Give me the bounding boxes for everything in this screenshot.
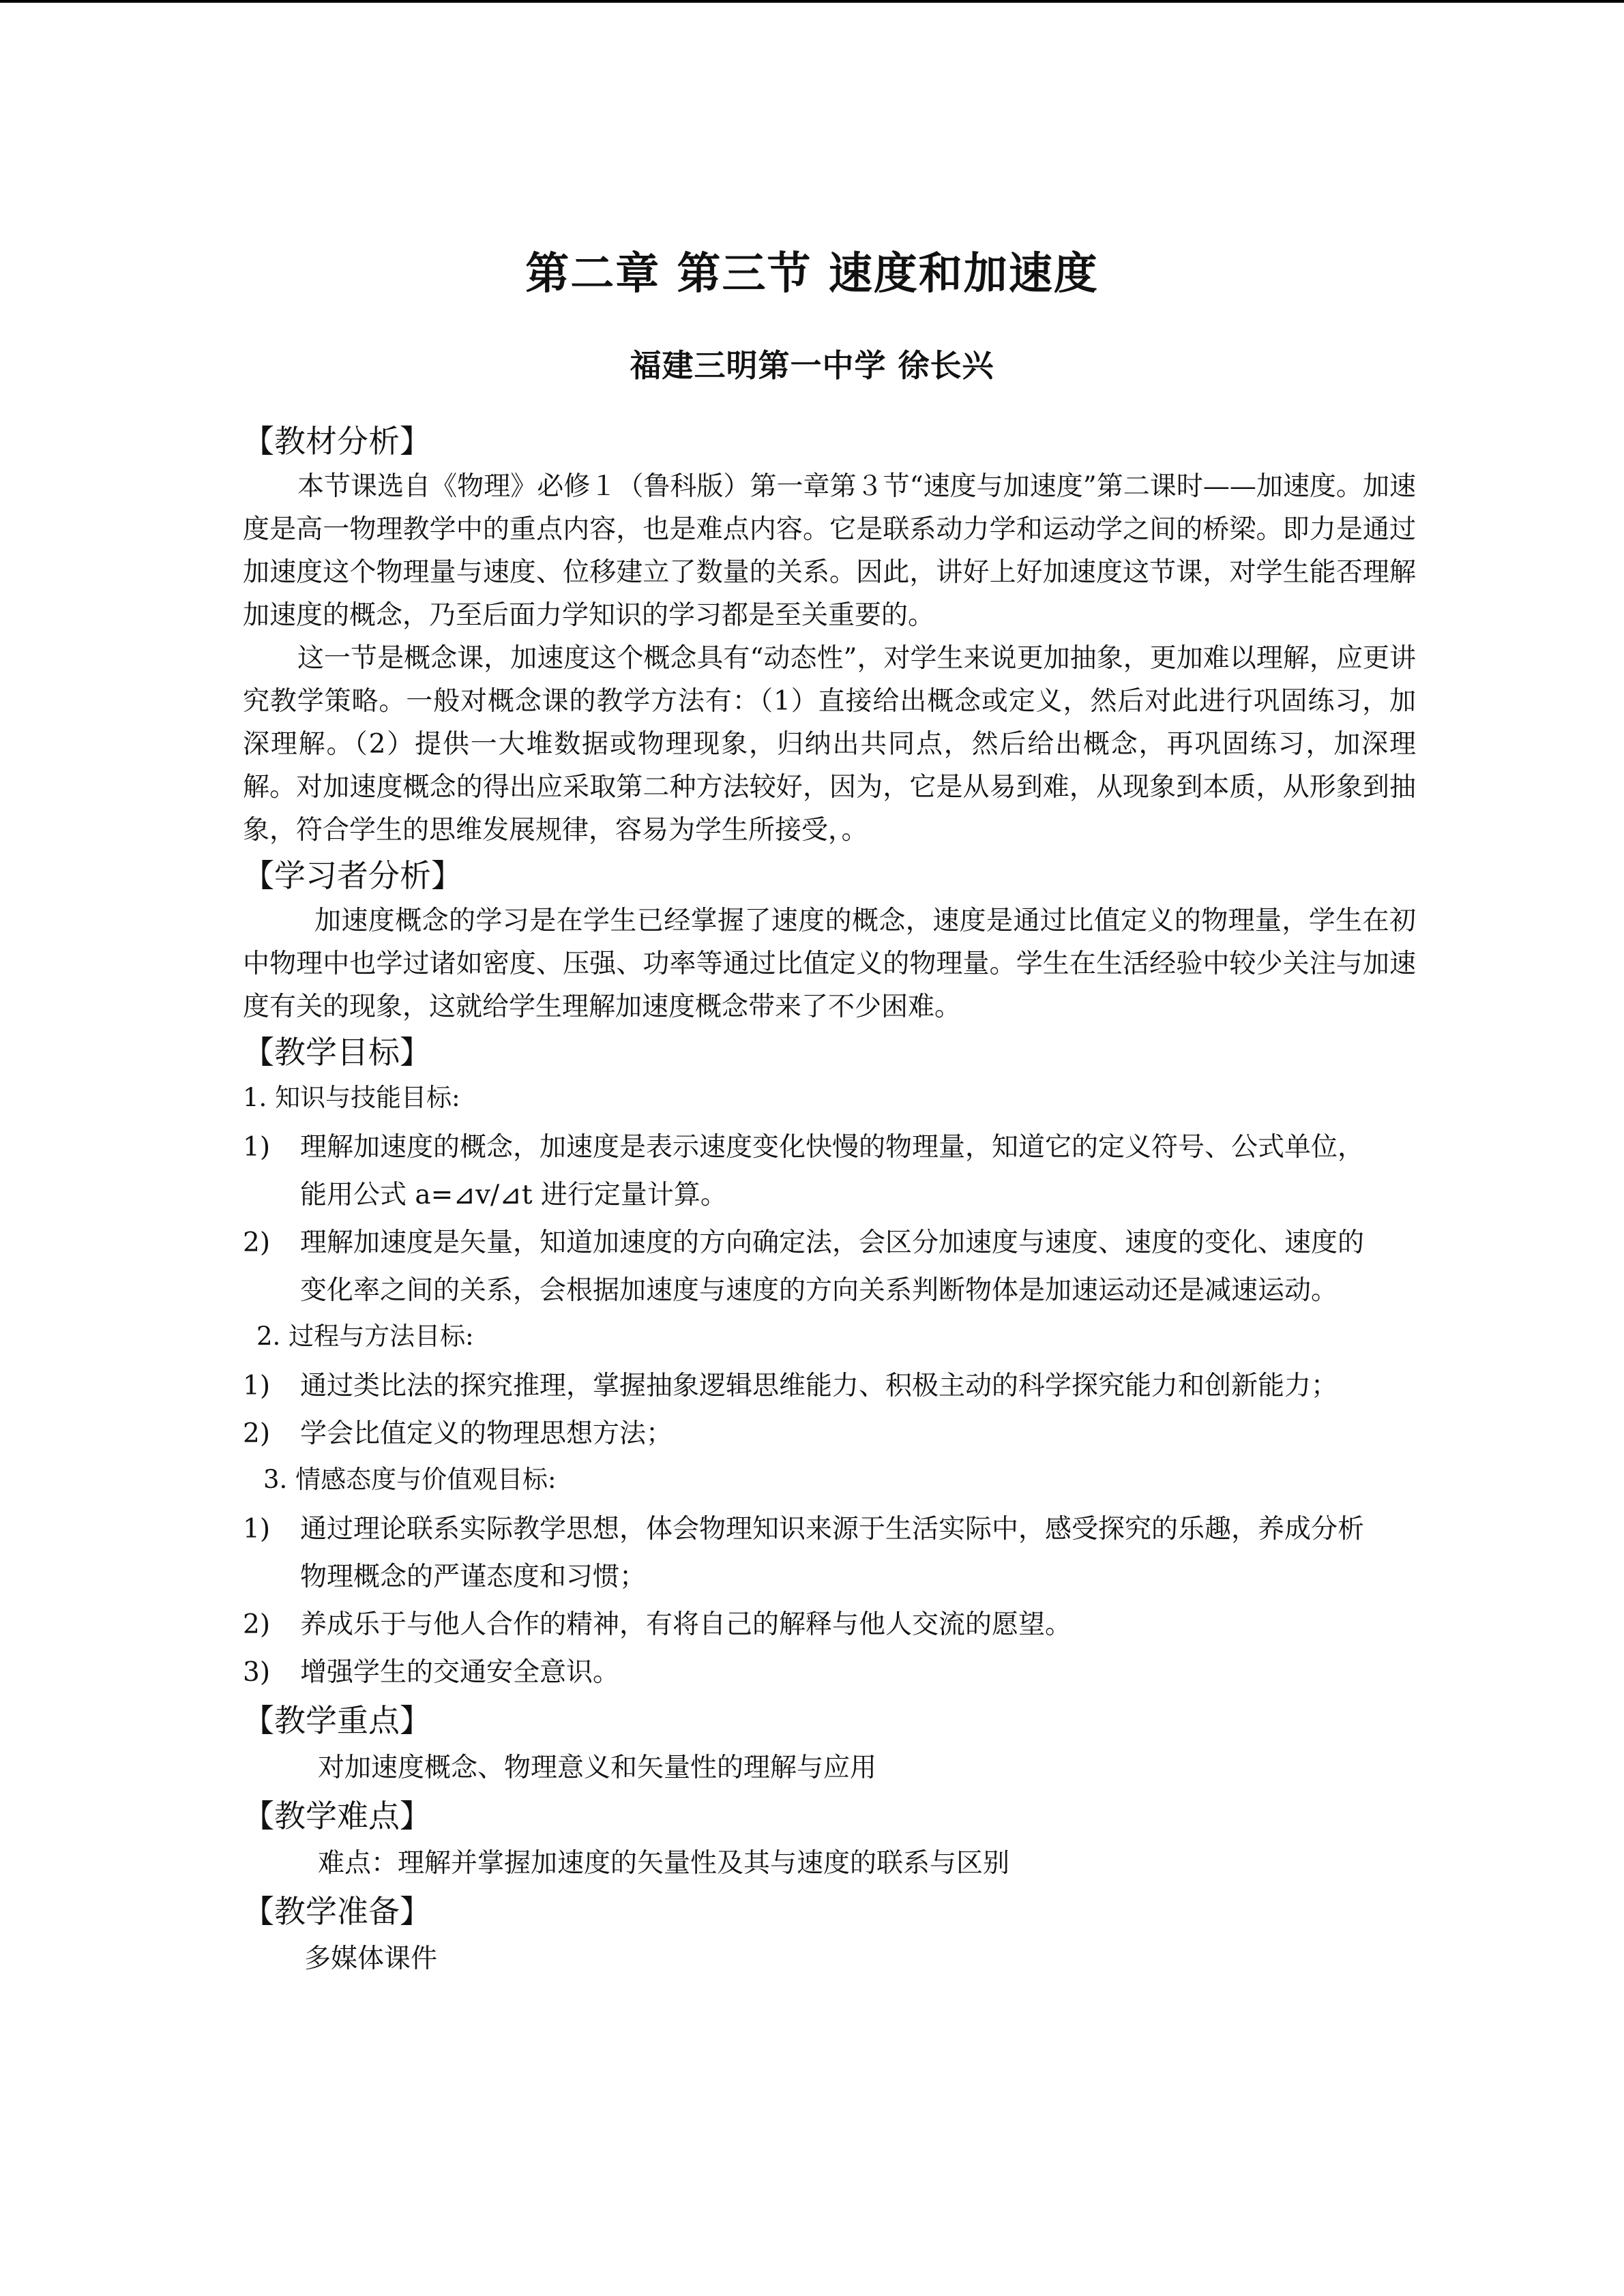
key-points-text: 对加速度概念、物理意义和矢量性的理解与应用 (318, 1753, 877, 1783)
list-item (243, 1219, 1416, 1315)
list-item-text: 通过类比法的探究推理，掌握抽象逻辑思维能力、积极主动的科学探究能力和创新能力； (300, 1371, 1338, 1401)
list-item-number: 1) (243, 1371, 271, 1401)
list-item-number: 1) (243, 1132, 271, 1163)
list-item-text: 增强学生的交通安全意识。 (300, 1657, 620, 1688)
list-item-text: 理解加速度的概念，加速度是表示速度变化快慢的物理量，知道它的定义符号、公式单位，能用公式 a=⊿v/⊿t 进行定量计算。 (300, 1132, 1365, 1210)
learner-paragraph: 加速度概念的学习是在学生已经掌握了速度的概念，速度是通过比值定义的物理量，学生在初中物理中也学过诸如密度、压强、功率等通过比值定义的物理量。学生在生活经验中较少关注与加速度有关的现象，这就给学生理解加速度概念带来了不少困难。 (243, 906, 1416, 1022)
material-paragraph-1: 本节课选自《物理》必修１（鲁科版）第一章第３节“速度与加速度”第二课时——加速度。加速度是高一物理教学中的重点内容，也是难点内容。它是联系动力学和运动学之间的桥梁。即力是通过加速度这个物理量与速度、位移建立了数量的关系。因此，讲好上好加速度这节课，对学生能否理解加速度的概念，乃至后面力学知识的学习都是至关重要的。 (243, 471, 1416, 631)
list-item (243, 1362, 1416, 1410)
list-item-text: 通过理论联系实际教学思想，体会物理知识来源于生活实际中，感受探究的乐趣，养成分析物理概念的严谨态度和习惯； (300, 1514, 1365, 1592)
list-item (243, 1601, 1416, 1649)
section-heading-key-points: 【教学重点】 (243, 1702, 431, 1739)
section-heading-difficulties: 【教学难点】 (243, 1798, 431, 1834)
section-heading-material: 【教材分析】 (243, 423, 431, 460)
document-body (243, 417, 1416, 1983)
section-heading-preparation: 【教学准备】 (243, 1893, 431, 1930)
list-item (243, 1506, 1416, 1601)
page-title: 第二章 第三节 速度和加速度 (525, 248, 1099, 299)
author-line: 福建三明第一中学 徐长兴 (630, 347, 994, 384)
section-heading-learner: 【学习者分析】 (243, 857, 462, 894)
list-item (243, 1649, 1416, 1697)
list-item-number: 1) (243, 1514, 271, 1545)
difficulties-text: 难点：理解并掌握加速度的矢量性及其与速度的联系与区别 (318, 1848, 1010, 1879)
list-item-number: 2) (243, 1418, 271, 1449)
list-item (243, 1124, 1416, 1219)
list-item-text: 学会比值定义的物理思想方法； (300, 1418, 673, 1449)
list-item-number: 3) (243, 1657, 271, 1688)
section-heading-goals: 【教学目标】 (243, 1034, 431, 1071)
preparation-text: 多媒体课件 (304, 1943, 438, 1974)
list-item-text: 养成乐于与他人合作的精神，有将自己的解释与他人交流的愿望。 (300, 1609, 1072, 1640)
list-item (243, 1410, 1416, 1458)
goal-knowledge-title: 1. 知识与技能目标: (243, 1083, 460, 1112)
goal-process-title: 2. 过程与方法目标: (256, 1322, 474, 1351)
list-item-number: 2) (243, 1609, 271, 1640)
list-item-text: 理解加速度是矢量，知道加速度的方向确定法，会区分加速度与速度、速度的变化、速度的变化率之间的关系，会根据加速度与速度的方向关系判断物体是加速运动还是减速运动。 (300, 1227, 1365, 1306)
list-item-number: 2) (243, 1227, 271, 1258)
material-paragraph-2: 这一节是概念课，加速度这个概念具有“动态性”，对学生来说更加抽象，更加难以理解，应更讲究教学策略。一般对概念课的教学方法有：（1）直接给出概念或定义，然后对此进行巩固练习，加深理解。（2）提供一大堆数据或物理现象，归纳出共同点，然后给出概念，再巩固练习，加深理解。对加速度概念的得出应采取第二种方法较好，因为，它是从易到难，从现象到本质，从形象到抽象，符合学生的思维发展规律，容易为学生所接受，。 (243, 643, 1416, 846)
goal-attitude-title: 3. 情感态度与价值观目标: (263, 1465, 557, 1494)
